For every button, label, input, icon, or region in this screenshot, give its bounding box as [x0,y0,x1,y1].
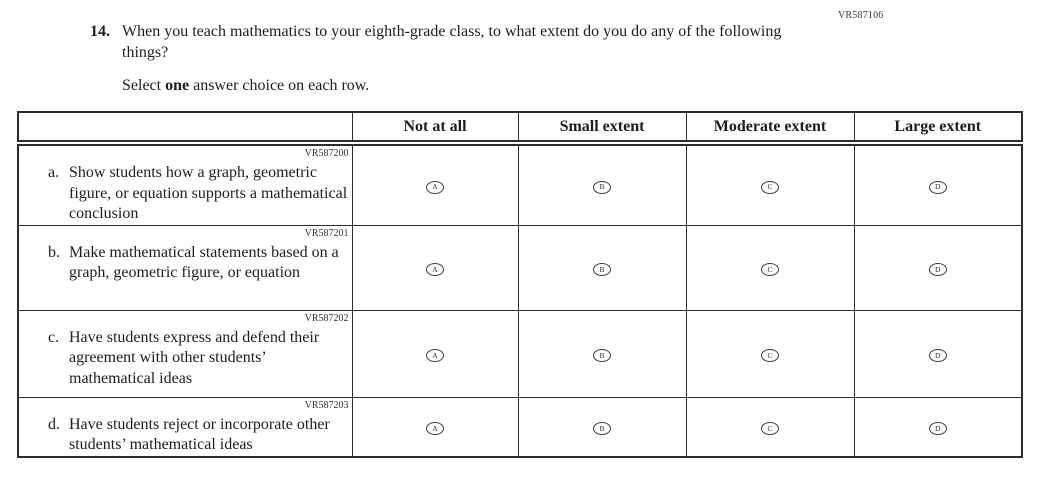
answer-cell [518,397,686,457]
bubble-letter: C [767,350,773,360]
answer-bubble-large-extent[interactable] [929,422,947,435]
bubble-letter: D [935,182,941,192]
table-row-d [18,397,1022,457]
item-text: Have students express and defend their agreement with other students’ mathematical ideas [69,328,320,387]
answer-bubble-moderate-extent[interactable] [761,181,779,194]
item-label-cell [18,143,352,225]
item-label-cell [18,225,352,310]
item-label-cell [18,310,352,397]
answer-bubble-not-at-all[interactable] [426,349,444,362]
instruction-suffix: answer choice on each row. [189,77,370,94]
bubble-letter: D [935,264,941,274]
bubble-letter: C [767,264,773,274]
item-code: VR587202 [304,312,349,324]
table-row-b [18,225,1022,310]
item-code: VR587201 [304,227,349,239]
instruction-bold: one [165,77,190,94]
answer-cell [352,397,518,457]
question-text: When you teach mathematics to your eighth-grade class, to what extent do you do any of the following things? [122,23,782,61]
bubble-letter: B [599,423,605,433]
answer-bubble-large-extent[interactable] [929,263,947,276]
table-row-a [18,143,1022,225]
answer-cell [518,143,686,225]
bubble-letter: B [599,264,605,274]
answer-bubble-not-at-all[interactable] [426,181,444,194]
question-block [90,21,822,96]
column-header-not-at-all: Not at all [352,112,518,143]
answer-cell [854,397,1022,457]
form-code: VR587106 [838,10,884,21]
answer-cell [352,225,518,310]
bubble-letter: A [432,350,438,360]
item-letter: c. [48,328,60,346]
answer-cell [686,397,854,457]
answer-cell [854,225,1022,310]
item-code: VR587200 [304,148,349,159]
answer-bubble-moderate-extent[interactable] [761,349,779,362]
answer-cell [686,310,854,397]
answer-bubble-large-extent[interactable] [929,181,947,194]
answer-cell [854,143,1022,225]
bubble-letter: D [935,350,941,360]
table-row-c [18,310,1022,397]
bubble-letter: C [767,182,773,192]
bubble-letter: B [599,182,605,192]
answer-cell [352,310,518,397]
answer-bubble-not-at-all[interactable] [426,422,444,435]
answer-cell [686,143,854,225]
item-text: Have students reject or incorporate other students’ mathematical ideas [69,415,330,453]
answer-bubble-moderate-extent[interactable] [761,263,779,276]
answer-bubble-large-extent[interactable] [929,349,947,362]
answer-cell [518,310,686,397]
item-letter: d. [48,415,60,433]
answer-cell [686,225,854,310]
item-letter: b. [48,243,60,261]
bubble-letter: A [432,264,438,274]
question-number: 14. [90,23,110,40]
answer-bubble-small-extent[interactable] [593,422,611,435]
bubble-letter: B [599,350,605,360]
answer-bubble-small-extent[interactable] [593,181,611,194]
bubble-letter: D [935,423,941,433]
answer-cell [518,225,686,310]
answer-cell [854,310,1022,397]
bubble-letter: C [767,423,773,433]
instruction-prefix: Select [122,77,166,94]
answer-bubble-small-extent[interactable] [593,263,611,276]
item-letter: a. [48,164,60,181]
answer-cell [352,143,518,225]
column-header-small-extent: Small extent [518,112,686,143]
item-label-cell [18,397,352,457]
bubble-letter: A [432,182,438,192]
header-row [18,112,1022,143]
header-stub-cell [18,112,352,143]
question-instruction [122,76,822,96]
item-code: VR587203 [304,399,349,411]
bubble-letter: A [432,423,438,433]
item-text: Make mathematical statements based on a graph, geometric figure, or equation [69,243,339,281]
item-text: Show students how a graph, geometric figure, or equation supports a mathematical conclusion [69,164,348,222]
answer-bubble-small-extent[interactable] [593,349,611,362]
column-header-large-extent: Large extent [854,112,1022,143]
column-header-moderate-extent: Moderate extent [686,112,854,143]
answer-bubble-moderate-extent[interactable] [761,422,779,435]
answer-bubble-not-at-all[interactable] [426,263,444,276]
response-grid [17,111,1023,458]
